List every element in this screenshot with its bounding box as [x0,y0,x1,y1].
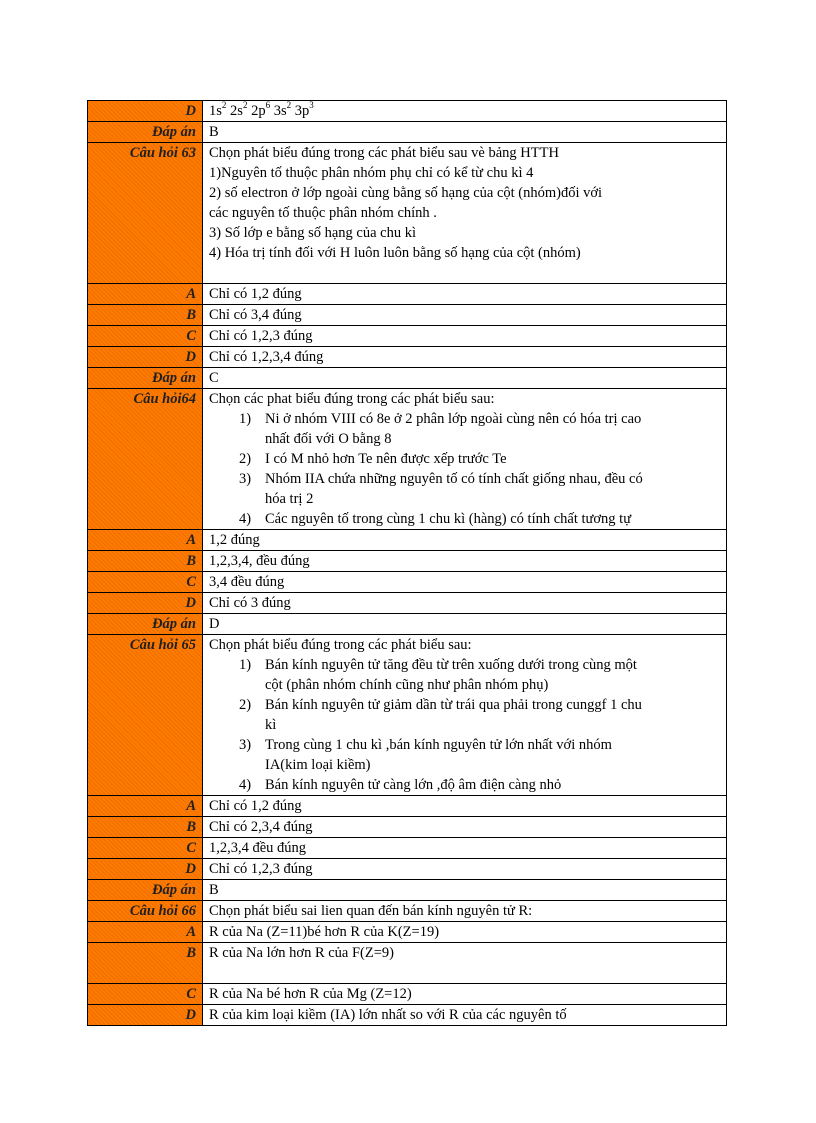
option-text: Chỉ có 1,2,3 đúng [203,326,727,347]
question-text: Chọn phát biểu đúng trong các phát biểu sau vè bảng HTTH [209,145,559,161]
option-label: D [88,593,203,614]
table-row [88,817,727,838]
row-label: D [88,101,203,122]
option-text: 1,2,3,4 đều đúng [203,838,727,859]
statement-item: Bán kính nguyên tử tăng đều từ trên xuống dưới trong cùng một cột (phân nhóm chính cũng như phân nhóm phụ) [265,657,637,693]
answer-label: Đáp án [88,614,203,635]
table-row [88,143,727,284]
statement-item: Trong cùng 1 chu kì ,bán kính nguyên tử lớn nhất với nhóm IA(kim loại kiềm) [265,737,612,773]
option-text: Chỉ có 3,4 đúng [203,305,727,326]
answer-value: B [203,122,727,143]
option-label: D [88,859,203,880]
electron-configuration: $1s^2$ $2s^2$ $2p^6$ $3s^2$ $3p^3$ [203,101,727,122]
question-table [87,100,727,1026]
question-label: Câu hỏi64 [88,389,203,530]
question-text: Chọn các phat biểu đúng trong các phát biểu sau: [209,391,495,407]
table-row [88,943,727,984]
option-text: R của Na (Z=11)bé hơn R của K(Z=19) [203,922,727,943]
table-row [88,880,727,901]
table-row [88,368,727,389]
table-row [88,796,727,817]
answer-label: Đáp án [88,880,203,901]
question-label: Câu hỏi 66 [88,901,203,922]
statement-item: Các nguyên tố trong cùng 1 chu kì (hàng) có tính chất tương tự [265,511,632,527]
question-statement: 3) Số lớp e bằng số hạng của chu kì [209,225,417,241]
option-label: B [88,305,203,326]
option-text: 1,2 đúng [203,530,727,551]
statement-item: Bán kính nguyên tử càng lớn ,độ âm điện càng nhỏ [265,777,562,793]
table-row [88,922,727,943]
question-body [203,635,727,796]
option-label: C [88,326,203,347]
option-text: R của kim loại kiềm (IA) lớn nhất so với R của các nguyên tố [203,1005,727,1026]
answer-value: D [203,614,727,635]
question-body [203,389,727,530]
table-row [88,984,727,1005]
question-label: Câu hỏi 65 [88,635,203,796]
question-label: Câu hỏi 63 [88,143,203,284]
question-text: Chọn phát biểu đúng trong các phát biểu sau: [209,637,472,653]
statement-list [209,409,722,529]
statement-list [209,655,722,795]
table-row [88,305,727,326]
option-label: A [88,796,203,817]
option-label: C [88,572,203,593]
table-row [88,551,727,572]
option-text: 3,4 đều đúng [203,572,727,593]
table-row [88,593,727,614]
question-body [203,143,727,284]
statement-item: I có M nhỏ hơn Te nên được xếp trước Te [265,451,507,467]
option-text: R của Na bé hơn R của Mg (Z=12) [203,984,727,1005]
question-statement: 1)Nguyên tố thuộc phân nhóm phụ chỉ có kể từ chu kì 4 [209,165,534,181]
question-statement: 4) Hóa trị tính đối với H luôn luôn bằng số hạng của cột (nhóm) [209,245,581,261]
option-label: D [88,1005,203,1026]
statement-item: Bán kính nguyên tử giảm dần từ trái qua phải trong cunggf 1 chu kì [265,697,642,733]
option-label: C [88,984,203,1005]
table-row [88,614,727,635]
option-label: C [88,838,203,859]
table-row [88,635,727,796]
table-row [88,1005,727,1026]
option-text: Chỉ có 1,2 đúng [203,796,727,817]
answer-value: C [203,368,727,389]
table-row [88,389,727,530]
option-label: A [88,284,203,305]
question-statement: 2) số electron ở lớp ngoài cùng bằng số hạng của cột (nhóm)đối với [209,185,603,201]
option-text: Chỉ có 3 đúng [203,593,727,614]
answer-label: Đáp án [88,368,203,389]
table-row [88,347,727,368]
row-label: Đáp án [88,122,203,143]
table-row [88,101,727,122]
table-row [88,284,727,305]
table-row [88,859,727,880]
option-text: 1,2,3,4, đều đúng [203,551,727,572]
option-text: Chỉ có 1,2,3,4 đúng [203,347,727,368]
question-statement: các nguyên tố thuộc phân nhóm chính . [209,205,437,221]
table-row [88,530,727,551]
answer-value: B [203,880,727,901]
table-row [88,326,727,347]
statement-item: Ni ở nhóm VIII có 8e ở 2 phân lớp ngoài cùng nên có hóa trị cao nhất đối với O bằng 8 [265,411,642,447]
statement-item: Nhóm IIA chứa những nguyên tố có tính chất giống nhau, đều có hóa trị 2 [265,471,643,507]
option-text: Chỉ có 1,2 đúng [203,284,727,305]
question-text: Chọn phát biểu sai lien quan đến bán kính nguyên tử R: [203,901,727,922]
option-label: B [88,551,203,572]
table-row [88,901,727,922]
option-text: Chỉ có 2,3,4 đúng [203,817,727,838]
option-text: R của Na lớn hơn R của F(Z=9) [203,943,727,984]
table-row [88,122,727,143]
table-row [88,572,727,593]
option-text: Chỉ có 1,2,3 đúng [203,859,727,880]
option-label: B [88,817,203,838]
option-label: D [88,347,203,368]
table-row [88,838,727,859]
option-label: A [88,530,203,551]
option-label: B [88,943,203,984]
option-label: A [88,922,203,943]
